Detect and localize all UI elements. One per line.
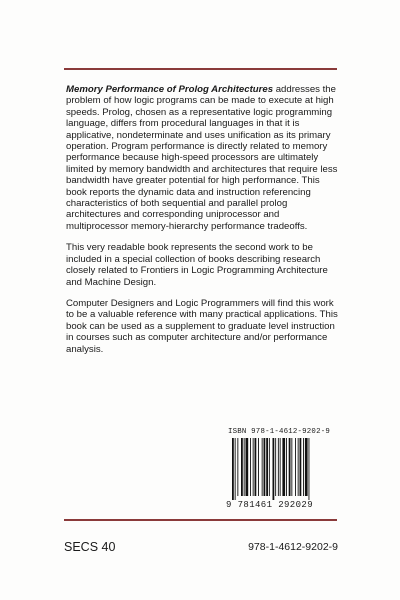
isbn-label: 978-1-4612-9202-9 [248,541,338,553]
barcode-bar [289,438,291,496]
barcode-isbn-label: ISBN 978-1-4612-9202-9 [228,428,330,436]
barcode-bar [280,438,281,496]
paragraph-1 [66,84,338,232]
barcode-bar [300,438,302,496]
barcode-bar [305,438,308,496]
barcode-bar [246,438,249,496]
barcode-bar [244,438,245,496]
barcode-bar [291,438,292,496]
description-block [66,84,338,365]
barcode-bar [275,438,276,496]
barcode-bar [269,438,270,496]
barcode-bar [282,438,285,496]
barcode-bar [262,438,263,496]
paragraph-1-text: addresses the problem of how logic programs can be made to execute at high speeds. Prolog, chosen as a representative logic programming language, differs from procedural languages in that it is applicative, nondeterminate and uses unification as its primary operation. Program performance is directly related to memory performance because high-speed processors are ultimately limited by memory bandwidth and architectures that require less bandwidth have greater potential for high performance. This book reports the dynamic data and instruction referencing characteristics of both sequential and parallel prolog architectures and corresponding uniprocessor and multiprocessor memory-hierarchy performance tradeoffs. [66,84,338,232]
barcode-block [226,428,338,516]
paragraph-2: This very readable book represents the second work to be included in a special collection of books describing research closely related to Frontiers in Logic Programming Architecture and Machine Design. [66,242,328,288]
barcode-bar [250,438,251,496]
barcode-digits: 9 781461 292029 [226,500,314,510]
barcode-bar [273,438,275,500]
barcode-bar [286,438,287,496]
barcode-bar [266,438,268,496]
paragraph-3: Computer Designers and Logic Programmers will find this work to be a valuable reference with many practical applications. This book can be used as a supplement to graduate level instruction in courses such as computer architecture and/or performance analysis. [66,297,338,355]
barcode-bar [258,438,259,496]
barcode-bar [235,438,236,500]
barcode-image [226,438,336,500]
barcode-bar [264,438,266,496]
barcode-bar [255,438,257,496]
barcode-bar [232,438,234,500]
book-title: Memory Performance of Prolog Architectures [66,84,274,95]
barcode-bar [298,438,299,496]
bottom-rule [64,519,337,521]
barcode-bar [278,438,279,496]
barcode-bar [309,438,310,500]
series-label: SECS 40 [64,540,116,554]
barcode-bar [241,438,243,496]
top-rule [64,68,337,70]
barcode-bar [295,438,296,496]
barcode-bar [303,438,304,496]
barcode-bar [237,438,238,496]
barcode-bar [253,438,254,496]
